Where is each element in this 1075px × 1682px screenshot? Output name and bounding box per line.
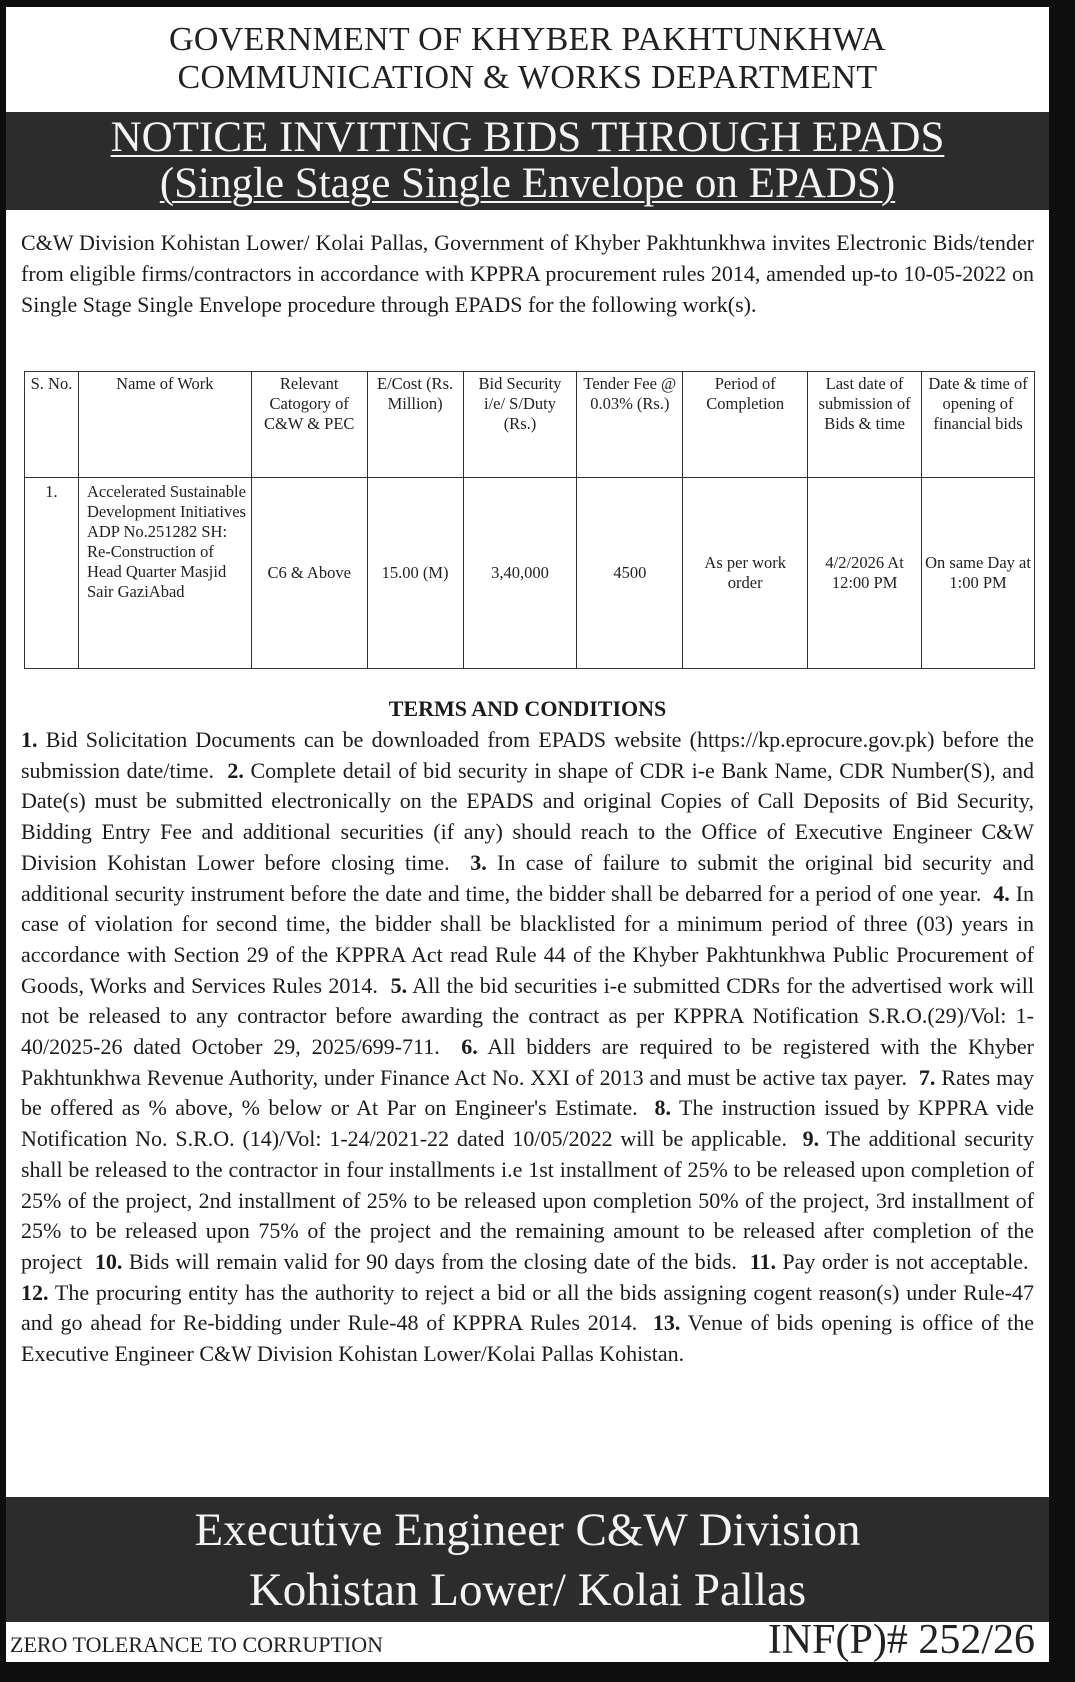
term-text: Venue of bids opening is office of the Executive Engineer C&W Division Kohistan Lower/Kolai Pallas Kohistan. bbox=[21, 1310, 1034, 1367]
table-row bbox=[25, 478, 1035, 669]
term-number: 8. bbox=[654, 1095, 671, 1121]
tender-fee-cell: 4500 bbox=[577, 478, 683, 669]
intro-paragraph: C&W Division Kohistan Lower/ Kolai Pallas, Government of Khyber Pakhtunkhwa invites Electronic Bids/tender from eligible firms/contractors in accordance with KPPRA procurement rules 2014, amended up-to 10-05-2022 on Single Stage Single Envelope procedure through EPADS for the following work(s). bbox=[21, 230, 1034, 317]
notice-title: NOTICE INVITING BIDS THROUGH EPADS bbox=[110, 114, 945, 161]
term-text: Bids will remain valid for 90 days from the closing date of the bids. bbox=[128, 1248, 737, 1274]
term-text: The additional security shall be released to the contractor in four installments i.e 1st installment of 25% to be released upon completion of 25% of the project, 2nd installment of 25% to be released upon completion 50% of the project, 3rd installment of 25% to be released upon 75% of the project and the remaining amount to be released after completion of the project bbox=[21, 1126, 1035, 1274]
column-header: Period of Completion bbox=[683, 372, 808, 478]
terms-heading: TERMS AND CONDITIONS bbox=[388, 696, 667, 721]
term-text: Rates may be offered as % above, % below or At Par on Engineer's Estimate. bbox=[21, 1064, 1035, 1121]
term-text: Pay order is not acceptable. bbox=[782, 1248, 1029, 1274]
column-header: Name of Work bbox=[78, 372, 251, 478]
term-text: Bid Solicitation Documents can be downloaded from EPADS website (https://kp.eprocure.gov.pk) before the submission date/time. bbox=[21, 727, 1034, 783]
column-header: Bid Security i/e/ S/Duty (Rs.) bbox=[463, 372, 577, 478]
column-header: Relevant Catogory of C&W & PEC bbox=[251, 372, 367, 478]
term-number: 5. bbox=[390, 972, 408, 998]
government-title: GOVERNMENT OF KHYBER PAKHTUNKHWA bbox=[168, 21, 887, 58]
signatory-location: Kohistan Lower/ Kolai Pallas bbox=[248, 1564, 807, 1616]
column-header: Date & time of opening of financial bids bbox=[922, 372, 1035, 478]
term-number: 10. bbox=[94, 1248, 123, 1274]
term-number: 4. bbox=[993, 880, 1010, 906]
term-text: In case of violation for second time, the bidder shall be blacklisted for a minimum period of three (03) years in accordance with Section 29 of the KPPRA Act read Rule 44 of the Khyber Pakhtunkhwa Public Procurement of Goods, Works and Services Rules 2014. bbox=[21, 880, 1035, 998]
table-header-row bbox=[25, 372, 1035, 478]
serial-number-cell: 1. bbox=[25, 478, 79, 669]
term-text: In case of failure to submit the original bid security and additional security instrument before the date and time, the bidder shall be debarred for a period of one year. bbox=[21, 849, 1034, 906]
term-text: The procuring entity has the authority to reject a bid or all the bids assigning cogent reason(s) under Rule-47 and go ahead for Re-bidding under Rule-48 of KPPRA Rules 2014. bbox=[21, 1279, 1034, 1336]
signatory-band bbox=[6, 1497, 1049, 1622]
term-number: 7. bbox=[918, 1064, 936, 1090]
term-number: 2. bbox=[227, 757, 244, 783]
term-text: The instruction issued by KPPRA vide Notification No. S.R.O. (14)/Vol: 1-24/2021-22 dated 10/05/2022 will be applicable. bbox=[21, 1095, 1035, 1152]
bottom-strip bbox=[6, 1617, 1049, 1663]
terms-paragraph bbox=[21, 725, 1034, 1370]
term-text: All bidders are required to be registered with the Khyber Pakhtunkhwa Revenue Authority, under Finance Act No. XXI of 2013 and must be active tax payer. bbox=[21, 1034, 1035, 1090]
opening-time-cell: On same Day at 1:00 PM bbox=[922, 478, 1035, 669]
column-header: E/Cost (Rs. Million) bbox=[367, 372, 463, 478]
term-text: All the bid securities i-e submitted CDRs for the advertised work will not be released to any contractor before awarding the contract as per KPPRA Notification S.R.O.(29)/Vol: 1-40/2025-26 dated October 29, 2025/699-711. bbox=[21, 972, 1034, 1060]
notice-subtitle: (Single Stage Single Envelope on EPADS) bbox=[159, 160, 896, 207]
term-number: 12. bbox=[21, 1279, 49, 1305]
column-header: S. No. bbox=[25, 372, 79, 478]
term-number: 13. bbox=[652, 1310, 681, 1336]
works-table bbox=[24, 371, 1035, 669]
notice-title-band bbox=[6, 112, 1049, 210]
submission-deadline-cell: 4/2/2026 At 12:00 PM bbox=[808, 478, 922, 669]
reference-number: INF(P)# 252/26 bbox=[767, 1617, 1035, 1663]
term-number: 6. bbox=[461, 1034, 478, 1060]
department-title: COMMUNICATION & WORKS DEPARTMENT bbox=[177, 59, 878, 96]
term-number: 1. bbox=[21, 727, 38, 752]
column-header: Tender Fee @ 0.03% (Rs.) bbox=[577, 372, 683, 478]
completion-period-cell: As per work order bbox=[683, 478, 808, 669]
notice-page bbox=[6, 7, 1049, 1662]
term-text: Complete detail of bid security in shape of CDR i-e Bank Name, CDR Number(S), and Date(s) must be submitted electronically on the EPADS and original Copies of Call Deposits of Bid Security, Bidding Entry Fee and additional securities (if any) should reach to the Office of Executive Engineer C&W Division Kohistan Lower before closing time. bbox=[21, 757, 1035, 875]
department-header bbox=[6, 7, 1049, 112]
term-number: 11. bbox=[749, 1248, 776, 1274]
anti-corruption-slogan: ZERO TOLERANCE TO CORRUPTION bbox=[10, 1632, 384, 1657]
signatory-title: Executive Engineer C&W Division bbox=[194, 1504, 861, 1556]
bid-security-cell: 3,40,000 bbox=[463, 478, 577, 669]
column-header: Last date of submission of Bids & time bbox=[808, 372, 922, 478]
term-number: 3. bbox=[470, 849, 487, 875]
estimated-cost-cell: 15.00 (M) bbox=[367, 478, 463, 669]
term-number: 9. bbox=[802, 1126, 820, 1152]
category-cell: C6 & Above bbox=[251, 478, 367, 669]
work-name-cell: Accelerated Sustainable Development Initiatives ADP No.251282 SH: Re-Construction of Head Quarter Masjid Sair GaziAbad bbox=[78, 478, 251, 669]
